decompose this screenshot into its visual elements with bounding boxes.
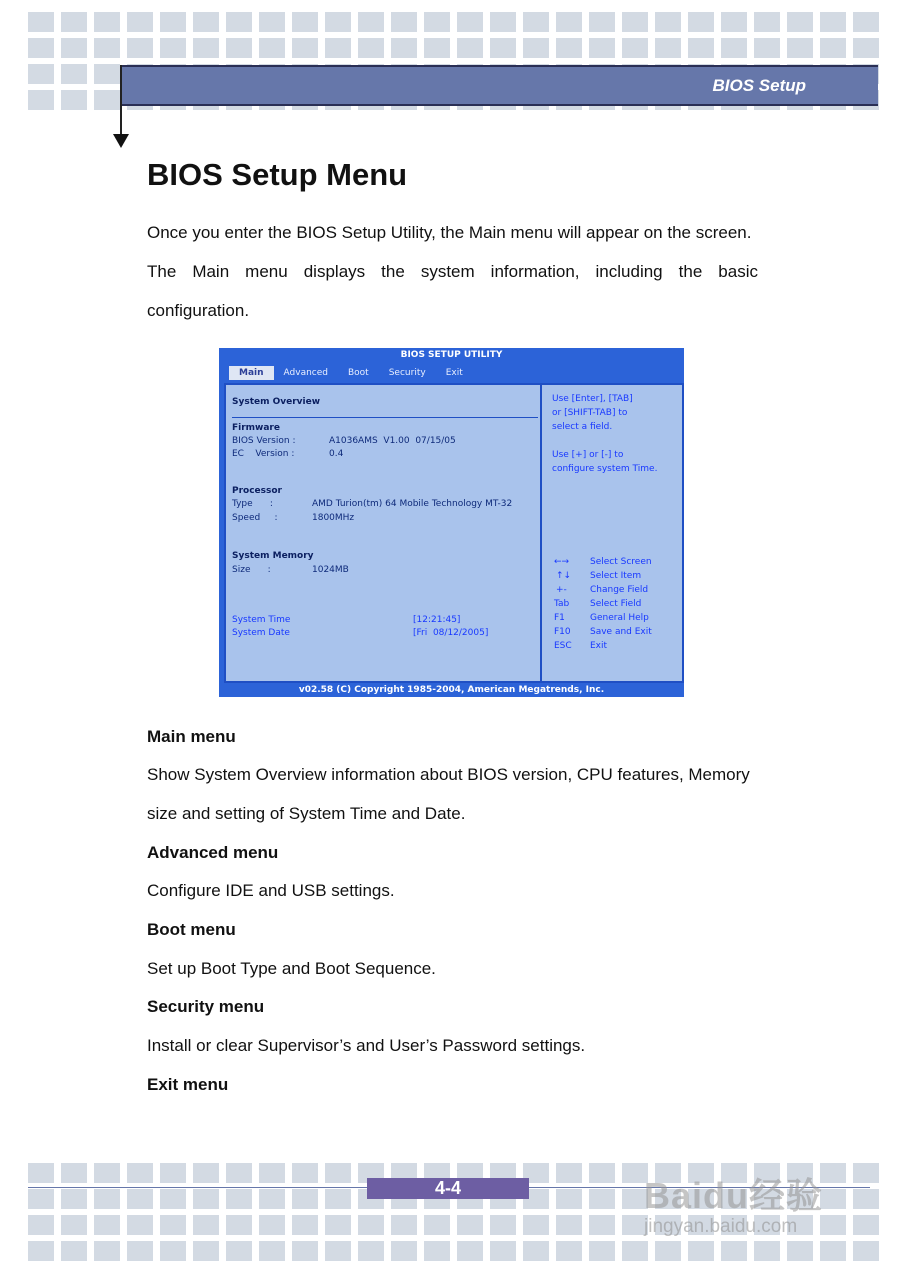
tile bbox=[61, 38, 87, 58]
ec-version-value: 0.4 bbox=[329, 449, 344, 459]
tile bbox=[28, 64, 54, 84]
tile bbox=[655, 12, 681, 32]
tile bbox=[226, 38, 252, 58]
tile bbox=[226, 1241, 252, 1261]
tile bbox=[325, 1163, 351, 1183]
bios-title: BIOS SETUP UTILITY bbox=[400, 350, 503, 360]
tile bbox=[820, 12, 846, 32]
tile bbox=[28, 1215, 54, 1235]
security-menu-title: Security menu bbox=[147, 997, 265, 1016]
tile bbox=[589, 38, 615, 58]
processor-speed-value: 1800MHz bbox=[312, 513, 355, 523]
boot-menu-body: Set up Boot Type and Boot Sequence. bbox=[147, 959, 436, 978]
tile bbox=[127, 12, 153, 32]
tile bbox=[556, 1215, 582, 1235]
system-time-label: System Time bbox=[232, 615, 291, 625]
header-title: BIOS Setup bbox=[712, 76, 806, 95]
tile bbox=[94, 1163, 120, 1183]
tile bbox=[94, 64, 120, 84]
tile bbox=[820, 1189, 846, 1209]
tile bbox=[688, 38, 714, 58]
tile bbox=[160, 1241, 186, 1261]
tile bbox=[391, 1215, 417, 1235]
tile bbox=[721, 12, 747, 32]
tile bbox=[28, 90, 54, 110]
processor-type-value: AMD Turion(tm) 64 Mobile Technology MT-32 bbox=[312, 499, 513, 509]
tile bbox=[688, 1241, 714, 1261]
tile bbox=[556, 38, 582, 58]
tile bbox=[127, 1189, 153, 1209]
tile bbox=[589, 12, 615, 32]
page-title: BIOS Setup Menu bbox=[147, 157, 408, 192]
tile bbox=[28, 1189, 54, 1209]
tile bbox=[61, 12, 87, 32]
tile bbox=[424, 38, 450, 58]
key-select-screen: ←→ bbox=[554, 557, 570, 567]
tile bbox=[391, 12, 417, 32]
help-line-2: or [SHIFT-TAB] to bbox=[552, 408, 628, 418]
tile bbox=[688, 12, 714, 32]
main-menu-body: Show System Overview information about BIOS version, CPU features, Memory size and setting of System Time and Date. bbox=[147, 765, 750, 823]
tile bbox=[523, 38, 549, 58]
tile bbox=[556, 1241, 582, 1261]
tile bbox=[94, 1189, 120, 1209]
tile bbox=[556, 12, 582, 32]
tile bbox=[523, 1215, 549, 1235]
help-line-3: select a field. bbox=[552, 422, 613, 432]
bios-tab-security: Security bbox=[388, 368, 426, 378]
processor-type-label: Type : bbox=[232, 499, 273, 509]
tile bbox=[358, 1215, 384, 1235]
boot-menu-title: Boot menu bbox=[147, 920, 236, 939]
bios-version-label: BIOS Version : bbox=[232, 436, 296, 446]
tile bbox=[61, 1163, 87, 1183]
tile bbox=[523, 12, 549, 32]
tile bbox=[94, 38, 120, 58]
tile bbox=[853, 1163, 879, 1183]
tile bbox=[853, 1241, 879, 1261]
tile bbox=[28, 1241, 54, 1261]
tile bbox=[127, 1241, 153, 1261]
key-select-item-desc: Select Item bbox=[590, 571, 642, 581]
tile bbox=[853, 12, 879, 32]
tile bbox=[853, 1215, 879, 1235]
tile bbox=[94, 12, 120, 32]
tile bbox=[61, 1215, 87, 1235]
down-arrow-icon bbox=[113, 134, 129, 148]
tile bbox=[589, 1163, 615, 1183]
key-f10: F10 bbox=[554, 627, 571, 637]
header-arrow-line bbox=[120, 65, 122, 135]
tile bbox=[556, 1189, 582, 1209]
tile bbox=[490, 38, 516, 58]
tile bbox=[193, 1215, 219, 1235]
system-date-value: [Fri 08/12/2005] bbox=[413, 628, 489, 638]
exit-menu-title: Exit menu bbox=[147, 1075, 229, 1094]
tile bbox=[589, 1241, 615, 1261]
tile bbox=[94, 90, 120, 110]
bios-system-overview: System Overview bbox=[232, 397, 321, 407]
tile bbox=[358, 12, 384, 32]
tile bbox=[160, 1163, 186, 1183]
tile bbox=[193, 1241, 219, 1261]
bios-divider bbox=[232, 417, 538, 418]
bios-tab-exit: Exit bbox=[445, 368, 463, 378]
tile bbox=[193, 12, 219, 32]
tile bbox=[424, 1215, 450, 1235]
tile bbox=[820, 1215, 846, 1235]
key-f1-desc: General Help bbox=[590, 613, 649, 623]
tile bbox=[61, 1241, 87, 1261]
tile bbox=[853, 38, 879, 58]
tile bbox=[490, 1215, 516, 1235]
tile bbox=[325, 1215, 351, 1235]
tile bbox=[787, 12, 813, 32]
tile bbox=[193, 1163, 219, 1183]
help-line-1: Use [Enter], [TAB] bbox=[552, 394, 633, 404]
security-menu-body: Install or clear Supervisor’s and User’s Password settings. bbox=[147, 1036, 586, 1055]
tile bbox=[655, 38, 681, 58]
tile bbox=[292, 38, 318, 58]
bios-main-panel bbox=[224, 383, 542, 683]
tile bbox=[325, 12, 351, 32]
tile bbox=[787, 38, 813, 58]
tile bbox=[28, 12, 54, 32]
bios-tab-boot: Boot bbox=[348, 368, 369, 378]
page-number: 4-4 bbox=[367, 1178, 529, 1199]
tile bbox=[226, 1215, 252, 1235]
tile bbox=[622, 12, 648, 32]
tile bbox=[391, 1241, 417, 1261]
tile bbox=[259, 1215, 285, 1235]
tile bbox=[721, 38, 747, 58]
tile bbox=[28, 38, 54, 58]
key-esc: ESC bbox=[554, 641, 572, 651]
bios-copyright: v02.58 (C) Copyright 1985-2004, American Megatrends, Inc. bbox=[298, 685, 605, 695]
bios-tab-advanced: Advanced bbox=[283, 368, 328, 378]
tile bbox=[292, 1241, 318, 1261]
bios-tab-main: Main bbox=[229, 366, 274, 380]
tile bbox=[127, 1163, 153, 1183]
key-esc-desc: Exit bbox=[590, 641, 608, 651]
processor-speed-label: Speed : bbox=[232, 513, 278, 523]
key-f1: F1 bbox=[554, 613, 565, 623]
bios-help-panel bbox=[540, 383, 684, 683]
tile bbox=[457, 1215, 483, 1235]
key-tab: Tab bbox=[554, 599, 570, 609]
advanced-menu-title: Advanced menu bbox=[147, 843, 279, 862]
advanced-menu-body: Configure IDE and USB settings. bbox=[147, 881, 395, 900]
tile bbox=[820, 1163, 846, 1183]
bios-firmware-label: Firmware bbox=[232, 423, 280, 433]
tile bbox=[853, 1189, 879, 1209]
tile bbox=[556, 1163, 582, 1183]
tile bbox=[523, 1241, 549, 1261]
tile bbox=[259, 1241, 285, 1261]
help-line-4: Use [+] or [-] to bbox=[552, 450, 624, 460]
tile bbox=[61, 90, 87, 110]
tile bbox=[226, 1163, 252, 1183]
tile bbox=[94, 1241, 120, 1261]
baidu-watermark-url: jingyan.baidu.com bbox=[644, 1216, 798, 1237]
tile bbox=[226, 12, 252, 32]
tile bbox=[358, 1241, 384, 1261]
ec-version-label: EC Version : bbox=[232, 449, 295, 459]
tile bbox=[622, 1241, 648, 1261]
tile bbox=[787, 1241, 813, 1261]
tile bbox=[94, 1215, 120, 1235]
tile bbox=[292, 1215, 318, 1235]
tile bbox=[292, 1189, 318, 1209]
help-line-5: configure system Time. bbox=[552, 464, 658, 474]
tile bbox=[193, 1189, 219, 1209]
header-band bbox=[120, 65, 878, 106]
key-f10-desc: Save and Exit bbox=[590, 627, 652, 637]
tile bbox=[754, 38, 780, 58]
key-change-field: +- bbox=[556, 585, 567, 595]
tile bbox=[457, 38, 483, 58]
tile bbox=[457, 12, 483, 32]
tile bbox=[820, 38, 846, 58]
tile bbox=[292, 12, 318, 32]
tile bbox=[28, 1163, 54, 1183]
tile bbox=[589, 1215, 615, 1235]
tile bbox=[424, 12, 450, 32]
baidu-watermark-logo: Baidu经验 bbox=[644, 1175, 824, 1216]
tile bbox=[61, 1189, 87, 1209]
tile bbox=[325, 1189, 351, 1209]
tile bbox=[127, 38, 153, 58]
tile bbox=[358, 38, 384, 58]
tile bbox=[655, 1241, 681, 1261]
tile bbox=[490, 1241, 516, 1261]
bios-tab-bar bbox=[229, 366, 473, 380]
tile bbox=[259, 1163, 285, 1183]
tile bbox=[391, 38, 417, 58]
key-select-item: ↑↓ bbox=[556, 571, 572, 581]
tile bbox=[754, 1241, 780, 1261]
intro-line-2: The Main menu displays the system information, including the basic configuration. bbox=[147, 262, 758, 320]
tile bbox=[721, 1241, 747, 1261]
tile bbox=[325, 38, 351, 58]
tile bbox=[424, 1241, 450, 1261]
tile bbox=[160, 38, 186, 58]
tile bbox=[490, 12, 516, 32]
key-tab-desc: Select Field bbox=[590, 599, 642, 609]
memory-size-value: 1024MB bbox=[312, 565, 349, 575]
tile bbox=[292, 1163, 318, 1183]
system-date-label: System Date bbox=[232, 628, 290, 638]
bios-memory-label: System Memory bbox=[232, 551, 314, 561]
memory-size-label: Size : bbox=[232, 565, 271, 575]
tile bbox=[622, 38, 648, 58]
system-time-value: [12:21:45] bbox=[413, 615, 461, 625]
tile bbox=[589, 1189, 615, 1209]
tile bbox=[457, 1241, 483, 1261]
tile bbox=[193, 38, 219, 58]
tile bbox=[325, 1241, 351, 1261]
bios-screenshot bbox=[219, 348, 684, 697]
tile bbox=[259, 38, 285, 58]
key-change-field-desc: Change Field bbox=[590, 585, 649, 595]
tile bbox=[61, 64, 87, 84]
tile bbox=[226, 1189, 252, 1209]
tile bbox=[160, 1189, 186, 1209]
tile bbox=[160, 12, 186, 32]
key-select-screen-desc: Select Screen bbox=[590, 557, 652, 567]
intro-line-1: Once you enter the BIOS Setup Utility, the Main menu will appear on the screen. bbox=[147, 223, 752, 242]
tile bbox=[820, 1241, 846, 1261]
bios-version-value: A1036AMS V1.00 07/15/05 bbox=[329, 436, 456, 446]
bios-processor-label: Processor bbox=[232, 486, 282, 496]
tile bbox=[160, 1215, 186, 1235]
tile bbox=[259, 12, 285, 32]
tile bbox=[754, 12, 780, 32]
tile bbox=[127, 1215, 153, 1235]
tile bbox=[259, 1189, 285, 1209]
main-menu-title: Main menu bbox=[147, 727, 236, 746]
